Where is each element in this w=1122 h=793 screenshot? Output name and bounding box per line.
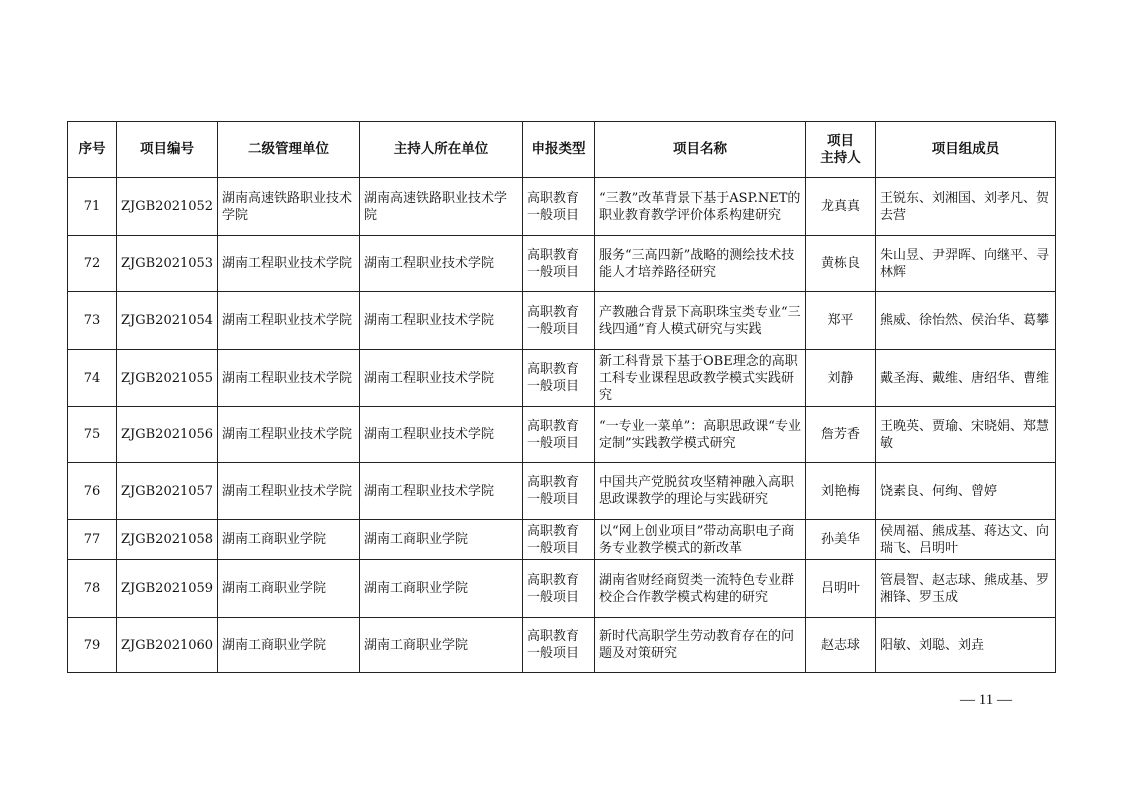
header-type: 申报类型 [523,122,595,178]
table-row [68,407,1056,463]
cell-index: 75 [68,407,117,463]
cell-project-name: 新时代高职学生劳动教育存在的问题及对策研究 [595,618,806,673]
cell-host-unit: 湖南工商职业学院 [360,520,523,560]
cell-host: 刘静 [806,350,876,407]
cell-project-id: ZJGB2021056 [117,407,218,463]
cell-members: 戴圣海、戴维、唐绍华、曹维 [876,350,1056,407]
cell-management-unit: 湖南工程职业技术学院 [218,350,360,407]
cell-project-id: ZJGB2021055 [117,350,218,407]
cell-members: 熊威、徐怡然、侯治华、葛攀 [876,292,1056,350]
cell-index: 77 [68,520,117,560]
cell-management-unit: 湖南工程职业技术学院 [218,463,360,520]
cell-host-unit: 湖南高速铁路职业技术学院 [360,178,523,236]
cell-host: 詹芳香 [806,407,876,463]
cell-project-name: 湖南省财经商贸类一流特色专业群校企合作教学模式构建的研究 [595,560,806,618]
cell-project-name: 产教融合背景下高职珠宝类专业“三线四通”育人模式研究与实践 [595,292,806,350]
cell-management-unit: 湖南高速铁路职业技术学院 [218,178,360,236]
cell-project-id: ZJGB2021060 [117,618,218,673]
cell-type: 高职教育一般项目 [523,350,595,407]
cell-type: 高职教育一般项目 [523,407,595,463]
header-index: 序号 [68,122,117,178]
cell-type: 高职教育一般项目 [523,236,595,292]
table-row [68,520,1056,560]
cell-members: 管晨智、赵志球、熊成基、罗湘锋、罗玉成 [876,560,1056,618]
cell-project-id: ZJGB2021052 [117,178,218,236]
cell-type: 高职教育一般项目 [523,618,595,673]
cell-host-unit: 湖南工商职业学院 [360,560,523,618]
cell-management-unit: 湖南工商职业学院 [218,520,360,560]
table-header-row [68,122,1056,178]
cell-type: 高职教育一般项目 [523,292,595,350]
cell-type: 高职教育一般项目 [523,178,595,236]
cell-host: 孙美华 [806,520,876,560]
table-row [68,292,1056,350]
cell-host-unit: 湖南工程职业技术学院 [360,236,523,292]
cell-project-id: ZJGB2021057 [117,463,218,520]
cell-type: 高职教育一般项目 [523,560,595,618]
cell-project-name: “一专业一菜单”：高职思政课“专业定制”实践教学模式研究 [595,407,806,463]
table-row [68,463,1056,520]
cell-host: 刘艳梅 [806,463,876,520]
project-table [67,121,1056,673]
cell-type: 高职教育一般项目 [523,463,595,520]
cell-members: 王锐东、刘湘国、刘孝凡、贺去营 [876,178,1056,236]
header-members: 项目组成员 [876,122,1056,178]
cell-management-unit: 湖南工商职业学院 [218,618,360,673]
cell-host-unit: 湖南工程职业技术学院 [360,292,523,350]
cell-members: 朱山昱、尹羿晖、向继平、寻林辉 [876,236,1056,292]
cell-host: 黄栋良 [806,236,876,292]
cell-index: 78 [68,560,117,618]
cell-index: 74 [68,350,117,407]
cell-members: 阳敏、刘聪、刘垚 [876,618,1056,673]
header-management-unit: 二级管理单位 [218,122,360,178]
cell-project-name: 以“网上创业项目”带动高职电子商务专业教学模式的新改革 [595,520,806,560]
table-row [68,178,1056,236]
cell-members: 饶素良、何绚、曾婷 [876,463,1056,520]
cell-index: 79 [68,618,117,673]
cell-index: 76 [68,463,117,520]
header-project-id: 项目编号 [117,122,218,178]
table-row [68,560,1056,618]
cell-host: 赵志球 [806,618,876,673]
cell-project-id: ZJGB2021058 [117,520,218,560]
cell-host-unit: 湖南工程职业技术学院 [360,350,523,407]
cell-host: 郑平 [806,292,876,350]
cell-project-id: ZJGB2021054 [117,292,218,350]
header-host: 项目 主持人 [806,122,876,178]
cell-management-unit: 湖南工程职业技术学院 [218,236,360,292]
table-row [68,350,1056,407]
cell-index: 72 [68,236,117,292]
cell-project-name: 中国共产党脱贫攻坚精神融入高职思政课教学的理论与实践研究 [595,463,806,520]
header-host-unit: 主持人所在单位 [360,122,523,178]
table-row [68,618,1056,673]
cell-project-id: ZJGB2021053 [117,236,218,292]
cell-host: 龙真真 [806,178,876,236]
table-body [68,178,1056,673]
cell-management-unit: 湖南工商职业学院 [218,560,360,618]
cell-index: 73 [68,292,117,350]
cell-members: 王晚英、贾瑜、宋晓娟、郑慧敏 [876,407,1056,463]
cell-project-id: ZJGB2021059 [117,560,218,618]
header-project-name: 项目名称 [595,122,806,178]
cell-host: 吕明叶 [806,560,876,618]
cell-type: 高职教育一般项目 [523,520,595,560]
cell-host-unit: 湖南工程职业技术学院 [360,463,523,520]
cell-project-name: 服务“三高四新”战略的测绘技术技能人才培养路径研究 [595,236,806,292]
cell-management-unit: 湖南工程职业技术学院 [218,292,360,350]
cell-project-name: “三教”改革背景下基于ASP.NET的职业教育教学评价体系构建研究 [595,178,806,236]
page-number: — 11 — [960,692,1012,708]
cell-host-unit: 湖南工程职业技术学院 [360,407,523,463]
cell-index: 71 [68,178,117,236]
table-row [68,236,1056,292]
cell-project-name: 新工科背景下基于OBE理念的高职工科专业课程思政教学模式实践研究 [595,350,806,407]
cell-members: 侯周福、熊成基、蒋达文、向瑞飞、吕明叶 [876,520,1056,560]
cell-management-unit: 湖南工程职业技术学院 [218,407,360,463]
cell-host-unit: 湖南工商职业学院 [360,618,523,673]
